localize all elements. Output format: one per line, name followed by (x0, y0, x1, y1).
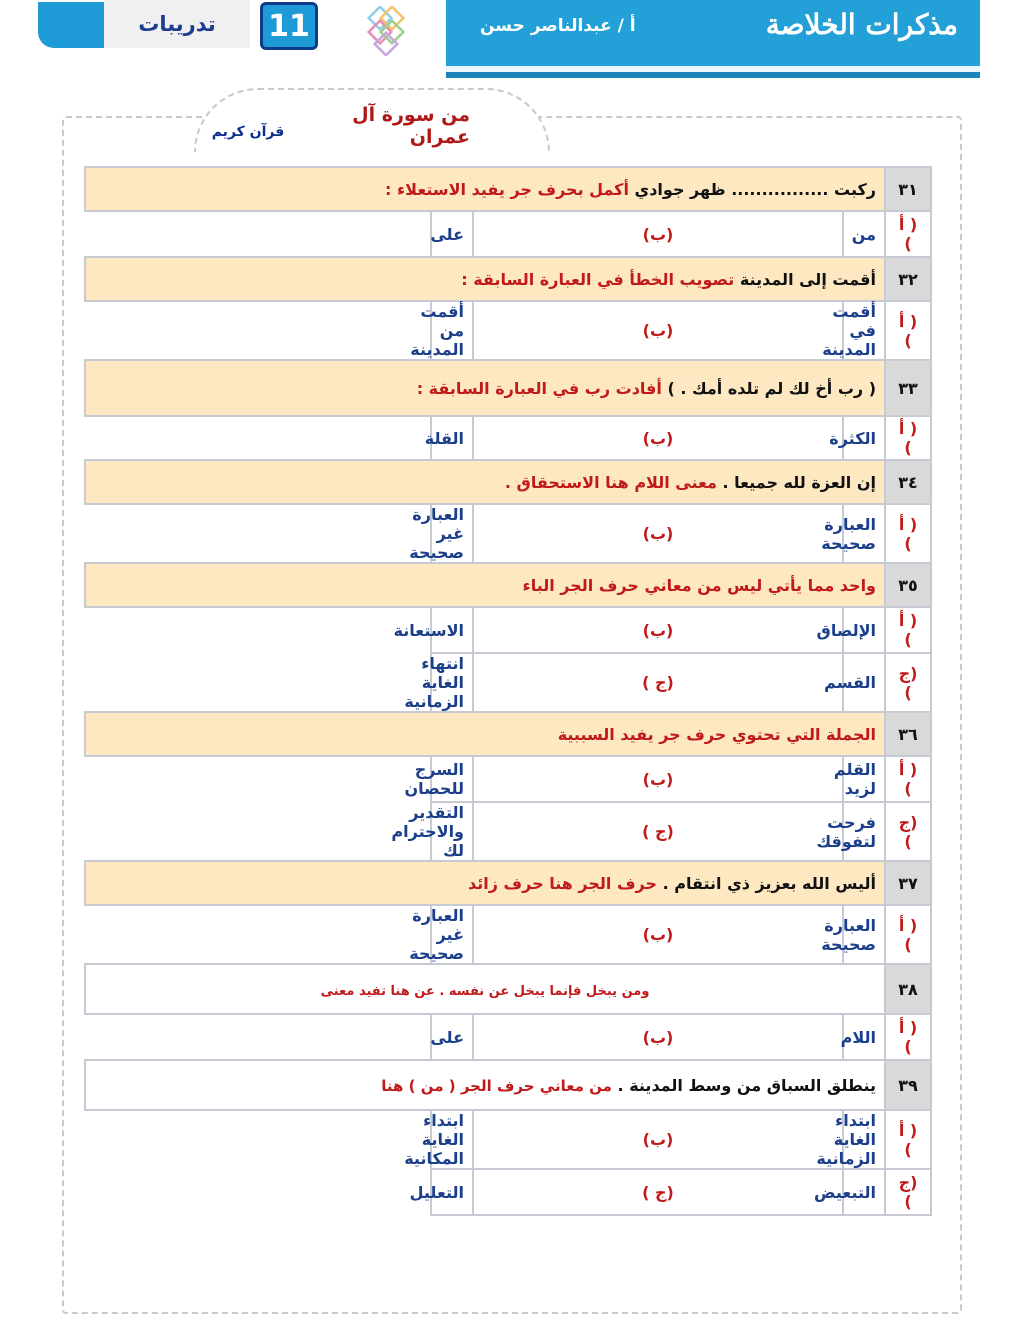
question-number: ٣٢ (885, 257, 931, 301)
question-number: ٣٩ (885, 1060, 931, 1110)
question-prompt: أكمل بحرف جر يفيد الاستعلاء : (385, 179, 629, 199)
question-prompt: معنى اللام هنا الاستحقاق . (504, 472, 717, 492)
question-stem (85, 257, 885, 301)
question-row (85, 1060, 931, 1110)
question-prompt: واحد مما يأتي ليس من معاني حرف الجر الباء (522, 575, 876, 595)
answer-option[interactable]: الكثرة (843, 416, 885, 460)
question-given-text: ينطلق السباق من وسط المدينة . (617, 1075, 876, 1095)
options-row (85, 607, 931, 653)
options-row (85, 1014, 931, 1060)
option-letter: ( أ ) (885, 416, 931, 460)
option-letter: ( أ ) (885, 607, 931, 653)
question-given-text: أليس الله بعزيز ذي انتقام . (662, 873, 876, 893)
surah-title: من سورة آل عمران (352, 104, 470, 148)
options-row (85, 905, 931, 964)
question-given-text: أقمت إلى المدينة (739, 269, 876, 289)
ornament-icon (350, 6, 420, 56)
answer-option[interactable]: انتهاء الغاية الزمانية (431, 653, 473, 712)
answer-option[interactable]: السرج للحصان (431, 756, 473, 802)
option-letter: ( أ ) (885, 905, 931, 964)
question-row (85, 964, 931, 1014)
option-letter: ( أ ) (885, 756, 931, 802)
options-row (85, 504, 931, 563)
question-stem (85, 964, 885, 1014)
answer-option[interactable]: العبارة صحيحة (843, 504, 885, 563)
question-stem (85, 712, 885, 756)
option-letter: (ب) (473, 1014, 843, 1060)
question-number: ٣٨ (885, 964, 931, 1014)
answer-option[interactable]: الإلصاق (843, 607, 885, 653)
answer-option[interactable]: فرحت لتفوقك (843, 802, 885, 861)
question-number: ٣٣ (885, 360, 931, 416)
header-tab-decoration (38, 2, 108, 48)
answer-option[interactable]: التعليل (431, 1169, 473, 1215)
options-row (85, 756, 931, 802)
options-row (85, 802, 931, 861)
answer-option[interactable]: القسم (843, 653, 885, 712)
options-row (85, 1110, 931, 1169)
option-letter: (ب) (473, 416, 843, 460)
question-stem (85, 460, 885, 504)
answer-option[interactable]: القلم لزيد (843, 756, 885, 802)
question-number: ٣١ (885, 167, 931, 211)
section-label: تدريبات (104, 0, 250, 48)
options-row (85, 653, 931, 712)
option-letter: (ج ) (473, 653, 843, 712)
author-name: أ / عبدالناصر حسن (480, 16, 636, 36)
option-letter: ( أ ) (885, 1014, 931, 1060)
question-stem (85, 563, 885, 607)
question-prompt: ومن يبخل فإنما يبخل عن نفسه . عن هنا تفيد معنى (320, 983, 650, 999)
option-letter: (ج ) (885, 1169, 931, 1215)
answer-option[interactable]: على (431, 1014, 473, 1060)
question-stem (85, 861, 885, 905)
answer-option[interactable]: الاستعانة (431, 607, 473, 653)
question-given-text: إن العزة لله جميعا . (722, 472, 876, 492)
answer-option[interactable]: العبارة غير صحيحة (431, 905, 473, 964)
option-letter: (ج ) (885, 653, 931, 712)
question-prompt: تصويب الخطأ في العبارة السابقة : (461, 269, 735, 289)
answer-option[interactable]: ابتداء الغاية الزمانية (843, 1110, 885, 1169)
option-letter: (ج ) (473, 1169, 843, 1215)
question-row (85, 712, 931, 756)
question-given-text: ركبت ................ ظهر جوادي (634, 179, 876, 199)
brand-title: مذكرات الخلاصة (765, 8, 958, 41)
options-row (85, 1169, 931, 1215)
question-row (85, 861, 931, 905)
answer-option[interactable]: القلة (431, 416, 473, 460)
quran-label: قرآن كريم (211, 124, 285, 140)
option-letter: (ب) (473, 211, 843, 257)
question-number: ٣٦ (885, 712, 931, 756)
answer-option[interactable]: من (843, 211, 885, 257)
question-stem (85, 167, 885, 211)
page-header (0, 0, 1020, 80)
option-letter: (ب) (473, 756, 843, 802)
options-row (85, 211, 931, 257)
answer-option[interactable]: على (431, 211, 473, 257)
question-prompt: من معاني حرف الجر ( من ) هنا (381, 1076, 612, 1095)
option-letter: (ب) (473, 905, 843, 964)
questions-table (84, 166, 932, 1216)
option-letter: (ب) (473, 504, 843, 563)
answer-option[interactable]: التبعيض (843, 1169, 885, 1215)
page-number-badge: 11 (260, 2, 318, 50)
question-stem (85, 1060, 885, 1110)
question-row (85, 360, 931, 416)
question-prompt: أفادت رب في العبارة السابقة : (416, 378, 662, 398)
option-letter: ( أ ) (885, 211, 931, 257)
answer-option[interactable]: العبارة صحيحة (843, 905, 885, 964)
question-number: ٣٥ (885, 563, 931, 607)
option-letter: (ب) (473, 301, 843, 360)
answer-option[interactable]: أقمت من المدينة (431, 301, 473, 360)
question-number: ٣٤ (885, 460, 931, 504)
answer-option[interactable]: اللام (843, 1014, 885, 1060)
option-letter: (ب) (473, 607, 843, 653)
option-letter: (ج ) (473, 802, 843, 861)
answer-option[interactable]: ابتداء الغاية المكانية (431, 1110, 473, 1169)
question-prompt: الجملة التي تحتوي حرف جر يفيد السببية (557, 724, 876, 744)
options-row (85, 416, 931, 460)
option-letter: (ب) (473, 1110, 843, 1169)
brand-banner (446, 0, 980, 72)
option-letter: (ج ) (885, 802, 931, 861)
question-number: ٣٧ (885, 861, 931, 905)
option-letter: ( أ ) (885, 301, 931, 360)
question-row (85, 563, 931, 607)
question-row (85, 257, 931, 301)
answer-option[interactable]: أقمت في المدينة (843, 301, 885, 360)
option-letter: ( أ ) (885, 1110, 931, 1169)
question-given-text: ( رب أخ لك لم تلده أمك . ) (667, 378, 876, 398)
question-row (85, 167, 931, 211)
question-row (85, 460, 931, 504)
question-stem (85, 360, 885, 416)
question-prompt: حرف الجر هنا حرف زائد (468, 873, 658, 893)
answer-option[interactable]: التقدير والاحترام لك (431, 802, 473, 861)
option-letter: ( أ ) (885, 504, 931, 563)
answer-option[interactable]: العبارة غير صحيحة (431, 504, 473, 563)
options-row (85, 301, 931, 360)
